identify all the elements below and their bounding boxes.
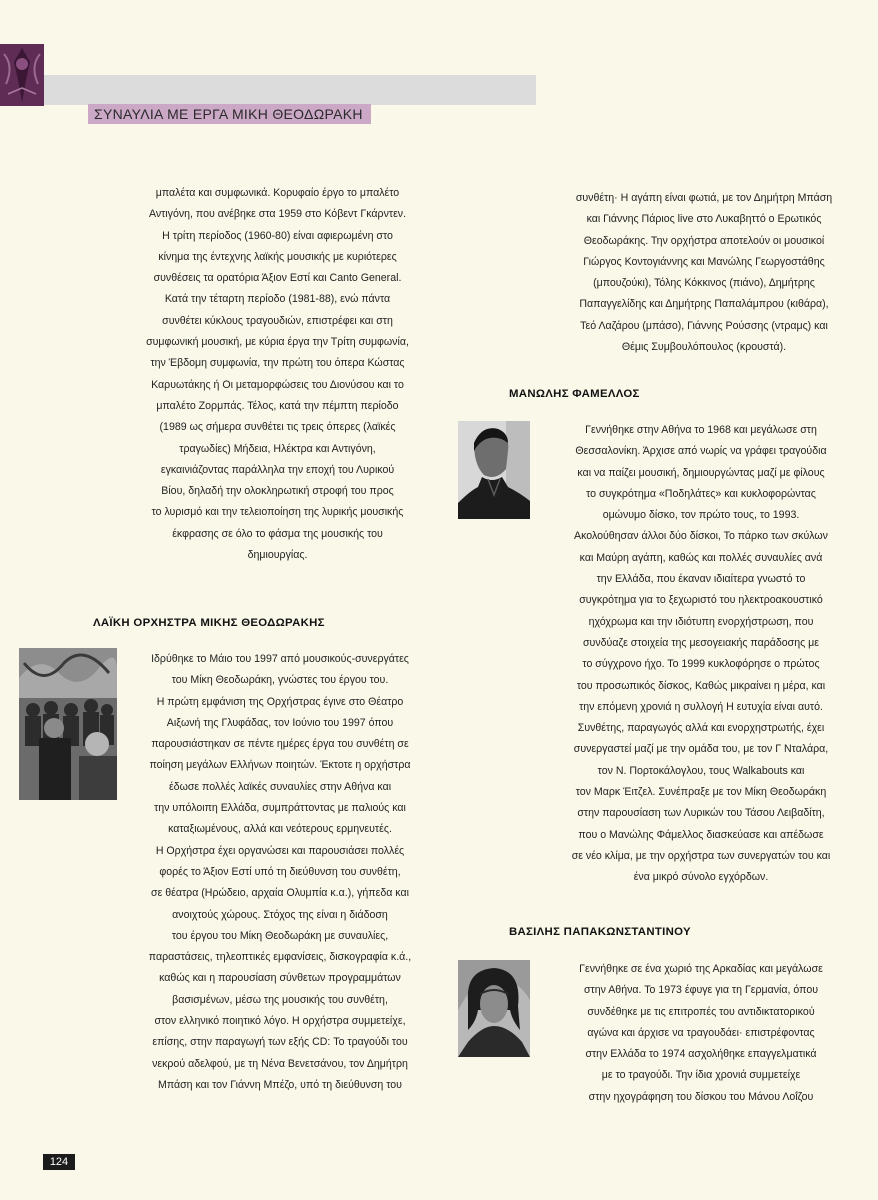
text-line: την υπόλοιπη Ελλάδα, συμπράττοντας με παλιούς και [154, 802, 406, 815]
text-line: που ο Μανώλης Φάμελλος διασκεύασε και απέδωσε [578, 828, 824, 841]
text-line: Η Ορχήστρα έχει οργανώσει και παρουσιάσει πολλές [155, 844, 405, 857]
intro-text-left [120, 183, 435, 566]
famellos-text [540, 420, 862, 889]
text-line: ηχόχρωμα και την ιδιότυπη ενορχήστρωση, που [588, 615, 814, 628]
text-line: (1989 ως σήμερα συνθέτει τις τρεις όπερες (λαϊκές [159, 421, 396, 434]
text-line: ομώνυμο δίσκο, τον πρώτο τους, το 1993. [602, 509, 800, 522]
text-line: και Μαύρη αγάπη, καθώς και πολλές συναυλίες ανά [579, 551, 823, 564]
text-line: Ακολούθησαν άλλοι δύο δίσκοι, Το πάρκο των σκύλων [574, 530, 828, 543]
text-line: στην Ελλάδα το 1974 ασχολήθηκε επαγγελματικά [585, 1048, 817, 1061]
text-line: το συγκρότημα «Ποδηλάτες» και κυκλοφορώντας [586, 487, 816, 500]
text-line: Θεοδωράκης. Την ορχήστρα αποτελούν οι μουσικοί [583, 234, 825, 247]
text-line: εγκαινιάζοντας παράλληλα την εποχή του Λυρικού [160, 463, 395, 476]
text-line: την επόμενη χρονιά η συλλογή Η ευτυχία είναι αυτό. [579, 700, 823, 713]
text-line: συμφωνική μουσική, με κύρια έργα την Τρίτη συμφωνία, [146, 336, 409, 349]
text-line: ένα μικρό σύνολο εγχόρδων. [633, 871, 769, 884]
text-line: και Γιάννης Πάριος live στο Λυκαβηττό ο Ερωτικός [586, 213, 822, 226]
ornament-emblem-icon [0, 44, 44, 106]
page-number: 124 [43, 1154, 75, 1170]
text-line: του έργου του Μίκη Θεοδωράκη με συναυλίες, [171, 929, 389, 942]
text-line: επίσης, στην παραγωγή των εξής CD: Το τραγούδι του [152, 1036, 408, 1049]
text-line: Παπαγγελίδης και Δημήτρης Παπαλάμπρου (κιθάρα), [579, 298, 829, 311]
text-line: την Ελλάδα, που έκαναν ιδιαίτερα γνωστό το [596, 573, 806, 586]
text-line: συνθέτει κύκλους τραγουδιών, επιστρέφει και στη [162, 314, 393, 327]
text-line: μπαλέτα και συμφωνικά. Κορυφαίο έργο το μπαλέτο [155, 187, 400, 199]
text-line: Βίου, δηλαδή την ολοκληρωτική στροφή του προς [161, 485, 394, 498]
text-line: κίνημα της έντεχνης λαϊκής μουσικής με κυριότερες [158, 250, 397, 263]
orchestra-photo [19, 648, 117, 800]
text-line: φορές το Άξιον Εστί υπό τη διεύθυνση του συνθέτη, [159, 865, 401, 878]
text-line: τον Ν. Πορτοκάλογλου, τους Walkabouts και [597, 764, 805, 777]
section-heading-papakonstantinou: ΒΑΣΙΛΗΣ ΠΑΠΑΚΩΝΣΤΑΝΤΙΝΟΥ [509, 926, 691, 938]
text-line: του Μίκη Θεοδωράκη, γνώστες του έργου του. [171, 674, 389, 687]
text-line: τραγωδίες) Μήδεια, Ηλέκτρα και Αντιγόνη, [179, 442, 376, 455]
text-line: συνεργαστεί μαζί με την ομάδα του, με τον Γ Νταλάρα, [573, 743, 829, 756]
header-band [44, 75, 536, 105]
text-line: το λυρισμό και την τελειοποίηση της λυρικής μουσικής [151, 506, 404, 519]
text-line: ποίηση μεγάλων Ελλήνων ποιητών. Έκτοτε η ορχήστρα [149, 759, 411, 772]
text-line: καταξιωμένους, αλλά και νεότερους ερμηνευτές. [168, 823, 392, 836]
text-line: παραστάσεις, τηλεοπτικές εμφανίσεις, δισκογραφία κ.ά., [148, 951, 412, 964]
text-line: Θεσσαλονίκη. Άρχισε από νωρίς να γράφει τραγούδια [575, 445, 827, 458]
text-line: παρουσιάστηκαν σε πέντε ημέρες έργα του συνθέτη σε [151, 738, 409, 751]
section-heading-orchestra: ΛΑΪΚΗ ΟΡΧΗΣΤΡΑ ΜΙΚΗΣ ΘΕΟΔΩΡΑΚΗΣ [93, 617, 325, 629]
text-line: Γεννήθηκε σε ένα χωριό της Αρκαδίας και μεγάλωσε [579, 963, 823, 975]
text-line: Γιώργος Κοντογιάννης και Μανώλης Γεωργοστάθης [583, 255, 825, 268]
papakonstantinou-text [540, 959, 862, 1108]
text-line: αγώνα και άρχισε να τραγουδάει· επιστρέφοντας [587, 1026, 815, 1039]
text-line: μπαλέτο Ζορμπάς. Τέλος, κατά την πέμπτη περίοδο [156, 399, 399, 412]
text-line: σε νέο κλίμα, με την ορχήστρα των συνεργατών του και [571, 849, 831, 862]
text-line: (μπουζούκι), Τόλης Κόκκινος (πιάνο), Δημήτρης [593, 277, 815, 290]
intro-text-right [544, 188, 864, 358]
text-line: στην παρουσίαση των Λυρικών του Τάσου Λειβαδίτη, [577, 807, 825, 820]
famellos-photo [458, 421, 530, 519]
text-line: σε θέατρα (Ηρώδειο, αρχαία Ολυμπία κ.α.), γήπεδα και [151, 887, 409, 900]
text-line: συνδύαζε στοιχεία της μεσογειακής παράδοσης με [583, 636, 819, 649]
page-title: ΣΥΝΑΥΛΙΑ ΜΕ ΕΡΓΑ ΜΙΚΗ ΘΕΟΔΩΡΑΚΗ [88, 104, 371, 124]
text-line: Αιξωνή της Γλυφάδας, τον Ιούνιο του 1997 όπου [166, 716, 394, 729]
text-line: Συνθέτης, παραγωγός αλλά και ενορχηστρωτής, έχει [577, 722, 825, 735]
papakonstantinou-photo [458, 960, 530, 1057]
text-line: Τεό Λαζάρου (μπάσο), Γιάννης Ρούσσης (ντραμς) και [580, 319, 828, 332]
text-line: και να παίζει μουσική, δημιουργώντας μαζί με φίλους [577, 466, 825, 479]
text-line: Καρυωτάκης ή Οι μεταμορφώσεις του Διονύσου και το [151, 378, 404, 391]
text-line: την Έβδομη συμφωνία, την πρώτη του όπερα Κώστας [150, 357, 405, 370]
text-line: βασισμένων, μέσω της μουσικής του συνθέτη, [172, 993, 388, 1006]
section-heading-famellos: ΜΑΝΩΛΗΣ ΦΑΜΕΛΛΟΣ [509, 388, 640, 400]
text-line: Θέμις Συμβουλόπουλος (κρουστά). [621, 341, 787, 354]
text-line: συγκρότημα για το ξεχωριστό του ηλεκτροακουστικό [579, 594, 823, 607]
text-line: συνθέσεις τα ορατόρια Άξιον Εστί και Canto General. [153, 272, 402, 285]
orchestra-text [122, 649, 438, 1096]
text-line: Κατά την τέταρτη περίοδο (1981-88), ενώ πάντα [164, 293, 391, 306]
text-line: Αντιγόνη, που ανέβηκε στα 1959 στο Κόβεντ Γκάρντεν. [148, 208, 407, 221]
text-line: συνθέτη· Η αγάπη είναι φωτιά, με τον Δημήτρη Μπάση [575, 192, 833, 204]
text-line: στην Αθήνα. Το 1973 έφυγε για τη Γερμανία, όπου [583, 984, 819, 997]
text-line: συνδέθηκε με τις επιτροπές του αντιδικτατορικού [587, 1005, 815, 1018]
text-line: Ιδρύθηκε το Μάιο του 1997 από μουσικούς-συνεργάτες [151, 653, 409, 665]
text-line: τον Μαρκ Έιτζελ. Συνέπραξε με τον Μίκη Θεοδωράκη [575, 786, 827, 799]
text-line: του προσωπικός δίσκος, Καθώς μικραίνει η μέρα, και [576, 679, 826, 692]
text-line: ανοιχτούς χώρους. Στόχος της είναι η διάδοση [172, 908, 388, 921]
text-line: Η τρίτη περίοδος (1960-80) είναι αφιερωμένη στο [162, 229, 393, 242]
text-line: Γεννήθηκε στην Αθήνα το 1968 και μεγάλωσε στη [585, 424, 817, 436]
text-line: στην ηχογράφηση του δίσκου του Μάνου Λοΐζου [588, 1090, 814, 1103]
text-line: καθώς και η παρουσίαση σύνθετων προγραμμάτων [159, 972, 401, 985]
text-line: Η πρώτη εμφάνιση της Ορχήστρας έγινε στο Θέατρο [156, 695, 404, 708]
text-line: στον ελληνικό ποιητικό λόγο. Η ορχήστρα συμμετείχε, [154, 1015, 406, 1028]
text-line: νεκρού αδελφού, με τη Νένα Βενετσάνου, τον Δημήτρη [152, 1057, 408, 1070]
text-line: με το τραγούδι. Την ίδια χρονιά συμμετείχε [601, 1069, 801, 1082]
text-line: έδωσε πολλές λαϊκές συναυλίες στην Αθήνα και [168, 780, 392, 793]
text-line: Μπάση και τον Γιάννη Μπέζο, υπό τη διεύθυνση του [158, 1078, 402, 1091]
text-line: έκφρασης σε όλο το φάσμα της μουσικής του [172, 527, 383, 540]
text-line: το σύγχρονο ήχο. Το 1999 κυκλοφόρησε ο πρώτος [582, 658, 820, 671]
text-line: δημιουργίας. [247, 549, 308, 562]
